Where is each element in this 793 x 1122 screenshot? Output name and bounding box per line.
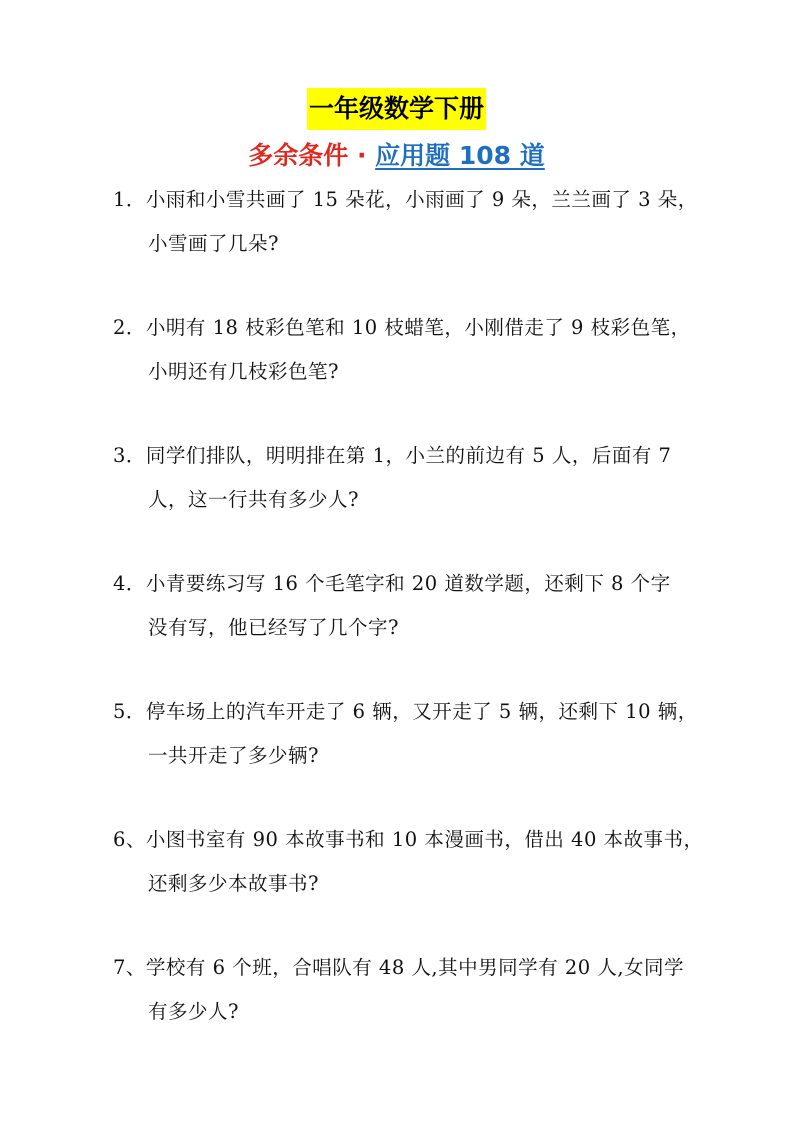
problem-line-2: 人，这一行共有多少人? [148,488,359,511]
problem-text: 学校有 6 个班，合唱队有 48 人,其中男同学有 20 人,女同学 [145,956,685,979]
problem-line-1 [113,434,693,478]
problem-line-2: 还剩多少本故事书? [148,872,319,895]
problem-list [113,178,704,1074]
problem-text: 小青要练习写 16 个毛笔字和 20 道数学题，还剩下 8 个字 [145,572,671,595]
problem-number: 5． [113,700,146,723]
problem-item [113,818,704,946]
subtitle-separator: · [356,141,367,170]
problem-line-1 [113,818,704,862]
problem-item [113,562,693,690]
title-area [0,88,793,130]
problem-line-2: 小明还有几枝彩色笔? [148,360,339,383]
problem-number: 4． [113,572,146,595]
problem-line-1 [113,690,698,734]
problem-text: 同学们排队，明明排在第 1，小兰的前边有 5 人，后面有 7 [145,444,672,467]
problem-line-2: 有多少人? [148,1000,239,1023]
subtitle [0,138,793,174]
problem-line-1 [113,178,698,222]
problem-text: 小明有 18 枝彩色笔和 10 枝蜡笔，小刚借走了 9 枝彩色笔， [145,316,691,339]
problem-item [113,306,693,434]
problem-text: 小雨和小雪共画了 15 朵花，小雨画了 9 朵，兰兰画了 3 朵， [145,188,698,211]
problem-item [113,946,693,1074]
problem-item [113,434,693,562]
problem-number: 6、 [113,828,146,851]
problem-line-1 [113,562,693,606]
problem-item [113,178,698,306]
problem-line-1 [113,306,693,350]
problem-number: 2． [113,316,146,339]
problem-line-2: 小雪画了几朵? [148,232,279,255]
problem-number: 7、 [113,956,146,979]
problem-number: 3． [113,444,146,467]
page-title: 一年级数学下册 [307,88,486,130]
problem-line-2: 一共开走了多少辆? [148,744,319,767]
problem-item [113,690,698,818]
problem-number: 1． [113,188,146,211]
problem-line-2: 没有写，他已经写了几个字? [148,616,399,639]
subtitle-count: 应用题 108 道 [375,141,545,170]
problem-line-1 [113,946,693,990]
subtitle-category: 多余条件 [248,141,349,170]
problem-text: 停车场上的汽车开走了 6 辆，又开走了 5 辆，还剩下 10 辆， [145,700,698,723]
problem-text: 小图书室有 90 本故事书和 10 本漫画书，借出 40 本故事书， [145,828,704,851]
